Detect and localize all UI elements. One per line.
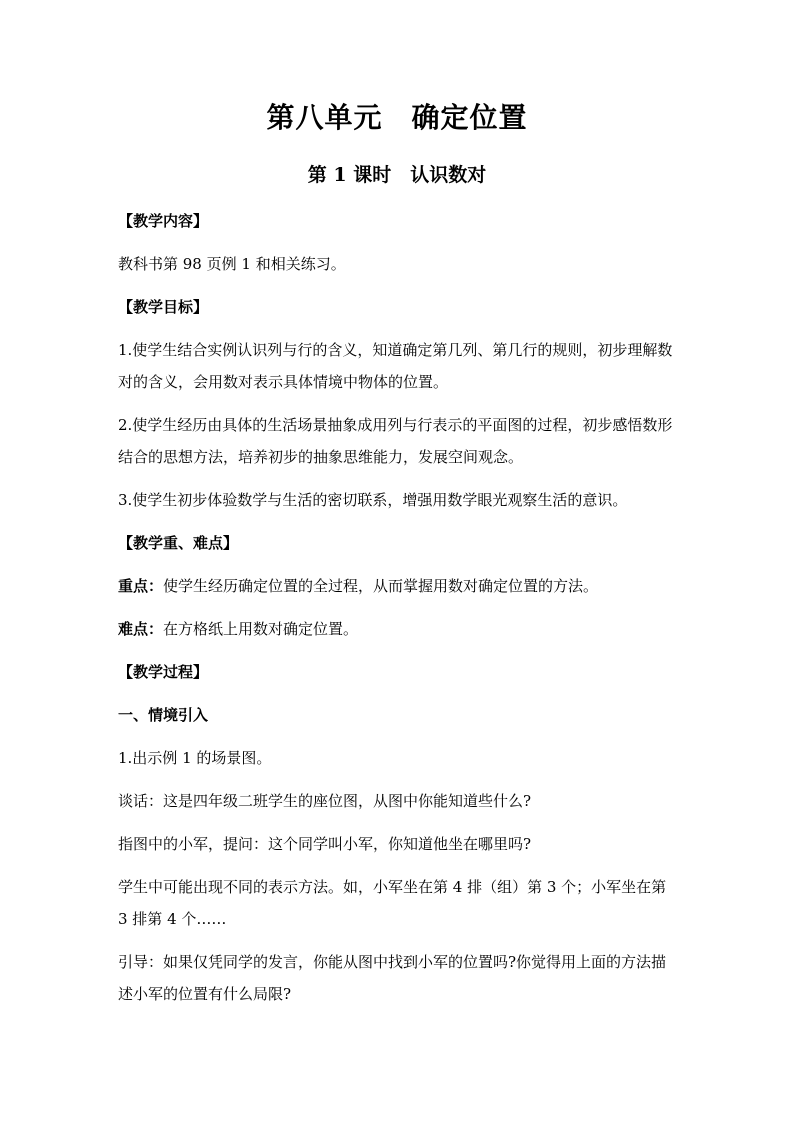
paragraph-guide: 引导：如果仅凭同学的发言，你能从图中找到小军的位置吗?你觉得用上面的方法描述小军的位置有什么局限? bbox=[118, 953, 667, 1003]
lesson-subtitle: 第 1 课时 认识数对 bbox=[307, 164, 487, 186]
section-heading-process: 【教学过程】 bbox=[118, 663, 209, 681]
difficulty-text: 在方格纸上用数对确定位置。 bbox=[163, 620, 359, 638]
key-point-label: 重点： bbox=[118, 577, 164, 595]
paragraph-goal-2: 2.使学生经历由具体的生活场景抽象成用列与行表示的平面图的过程，初步感悟数形结合的思想方法，培养初步的抽象思维能力，发展空间观念。 bbox=[118, 416, 673, 466]
subheading-part-1: 一、情境引入 bbox=[118, 706, 209, 724]
page-title: 第八单元 确定位置 bbox=[266, 101, 528, 134]
paragraph-key-point bbox=[118, 570, 678, 602]
paragraph-step-1: 1.出示例 1 的场景图。 bbox=[118, 749, 272, 767]
paragraph-answers: 学生中可能出现不同的表示方法。如，小军坐在第 4 排（组）第 3 个；小军坐在第 3 排第 4 个…… bbox=[118, 878, 667, 928]
difficulty-label: 难点： bbox=[118, 620, 164, 638]
section-heading-goals: 【教学目标】 bbox=[118, 298, 209, 316]
key-point-text: 使学生经历确定位置的全过程，从而掌握用数对确定位置的方法。 bbox=[163, 577, 599, 595]
section-heading-content: 【教学内容】 bbox=[118, 212, 209, 230]
paragraph-difficulty bbox=[118, 613, 678, 645]
paragraph-content: 教科书第 98 页例 1 和相关练习。 bbox=[118, 255, 346, 273]
paragraph-talk: 谈话：这是四年级二班学生的座位图，从图中你能知道些什么? bbox=[118, 792, 532, 810]
document-body bbox=[118, 205, 678, 1021]
paragraph-goal-3: 3.使学生初步体验数学与生活的密切联系，增强用数学眼光观察生活的意识。 bbox=[118, 491, 628, 509]
paragraph-point: 指图中的小军，提问：这个同学叫小军，你知道他坐在哪里吗? bbox=[118, 835, 532, 853]
section-heading-keypoints: 【教学重、难点】 bbox=[118, 534, 239, 552]
paragraph-goal-1: 1.使学生结合实例认识列与行的含义，知道确定第几列、第几行的规则，初步理解数对的含义，会用数对表示具体情境中物体的位置。 bbox=[118, 341, 673, 391]
